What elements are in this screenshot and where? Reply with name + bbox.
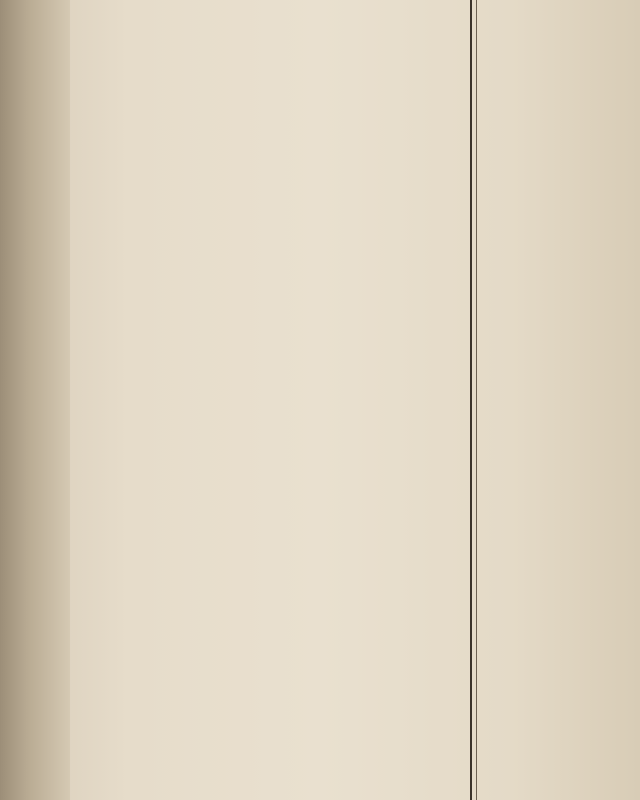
column-divider bbox=[470, 0, 472, 800]
page-gutter bbox=[0, 0, 70, 800]
column-divider-thin bbox=[476, 0, 477, 800]
